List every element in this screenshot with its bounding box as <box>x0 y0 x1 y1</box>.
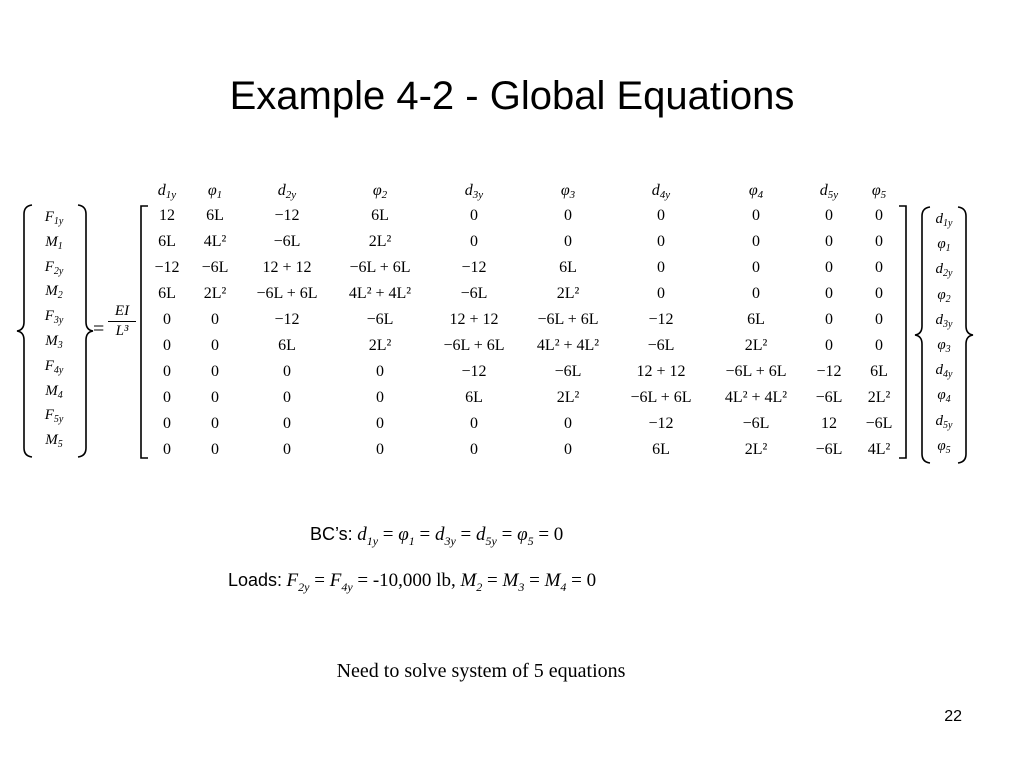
matrix-cell: −6L + 6L <box>630 389 692 406</box>
column-header-symbol: $d_{4y}$ <box>651 182 671 201</box>
force-symbol: $F_{4y}$ <box>44 357 64 376</box>
matrix-cell: 0 <box>470 415 478 432</box>
column-header-symbol: $d_{5y}$ <box>819 182 839 201</box>
loads <box>228 568 596 599</box>
displacement-symbol: $d_{1y}$ <box>935 211 953 229</box>
column-header <box>208 182 222 201</box>
matrix-cell: 2L² <box>556 389 580 406</box>
bc-label: BC’s: <box>310 524 353 544</box>
matrix-cell: 0 <box>376 415 384 432</box>
math-operator: = <box>455 524 477 545</box>
column-header <box>373 182 387 201</box>
matrix-cell: 0 <box>825 311 833 328</box>
displacement-vector-entry <box>937 336 950 359</box>
math-operator: = 0 <box>566 570 597 591</box>
matrix-cell: 2L² <box>867 389 891 406</box>
matrix-cell: 0 <box>657 285 665 302</box>
matrix-cell: −12 <box>816 363 842 380</box>
matrix-cell: 0 <box>163 311 171 328</box>
force-symbol: $M_1$ <box>45 233 63 252</box>
matrix-cell: 4L² + 4L² <box>348 285 412 302</box>
matrix-cell: −6L + 6L <box>443 337 505 354</box>
matrix-cell: 6L <box>747 311 765 328</box>
matrix-cell: 0 <box>163 389 171 406</box>
column-header-symbol: $\varphi_2$ <box>372 182 388 201</box>
math-operator: = <box>414 524 435 545</box>
matrix-cell: 12 <box>159 207 175 224</box>
matrix-cell: −6L + 6L <box>349 259 411 276</box>
displacement-symbol: $d_{4y}$ <box>935 362 953 381</box>
loads-label: Loads: <box>228 570 283 590</box>
matrix-cell: −12 <box>274 207 300 224</box>
force-vector-entry <box>45 233 63 256</box>
matrix-cell: −6L + 6L <box>725 363 787 380</box>
matrix-cell: 0 <box>470 233 478 250</box>
column-header-symbol: $\varphi_4$ <box>748 182 764 201</box>
matrix-cell: 0 <box>875 259 883 276</box>
matrix-cell: 0 <box>376 363 384 380</box>
matrix-cell: 6L <box>158 285 176 302</box>
equals-sign: = <box>93 318 105 340</box>
matrix-cell: 0 <box>657 207 665 224</box>
displacement-symbol: $\varphi_5$ <box>937 437 951 456</box>
matrix-cell: −6L + 6L <box>256 285 318 302</box>
column-header <box>820 182 838 201</box>
force-vector-entry <box>45 406 64 429</box>
force-vector-entry <box>45 258 64 281</box>
column-header-symbol: $\varphi_3$ <box>560 182 576 201</box>
matrix-cell: 6L <box>371 207 389 224</box>
displacement-symbol: $\varphi_2$ <box>937 286 951 305</box>
matrix-cell: 0 <box>657 259 665 276</box>
matrix-cell: 0 <box>211 415 219 432</box>
matrix-cell: 0 <box>564 441 572 458</box>
math-symbol: $d_{1y}$ <box>357 524 379 548</box>
column-header <box>465 182 483 201</box>
matrix-cell: −12 <box>648 415 674 432</box>
matrix-cell: 0 <box>564 207 572 224</box>
displacement-vector-entry <box>937 286 950 309</box>
matrix-cell: 0 <box>163 415 171 432</box>
force-symbol: $M_5$ <box>45 432 63 451</box>
force-symbol: $M_4$ <box>45 382 63 401</box>
matrix-cell: 0 <box>163 363 171 380</box>
loads-expression <box>286 570 597 594</box>
matrix-cell: 0 <box>875 285 883 302</box>
matrix-cell: −12 <box>461 363 487 380</box>
matrix-cell: 4L² + 4L² <box>536 337 600 354</box>
matrix-cell: −12 <box>461 259 487 276</box>
matrix-cell: 6L <box>870 363 888 380</box>
force-vector-entry <box>45 208 64 231</box>
displacement-symbol: $\varphi_4$ <box>937 387 951 406</box>
slide-title: Example 4-2 - Global Equations <box>229 74 795 118</box>
math-symbol: $M_4$ <box>544 570 567 594</box>
force-vector-right-brace <box>78 205 93 457</box>
math-symbol: $d_{5y}$ <box>476 524 497 548</box>
column-header <box>278 182 296 201</box>
math-operator: = <box>482 570 503 591</box>
math-operator: = 0 <box>533 524 564 545</box>
matrix-cell: −6L <box>554 363 582 380</box>
force-vector-left-brace <box>17 205 32 457</box>
math-operator: = <box>496 524 518 545</box>
matrix-cell: 4L² <box>203 233 227 250</box>
math-operator: = <box>524 570 545 591</box>
matrix-cell: 2L² <box>556 285 580 302</box>
matrix-cell: 0 <box>470 441 478 458</box>
matrix-cell: 0 <box>875 233 883 250</box>
matrix-cell: 0 <box>283 441 291 458</box>
displacement-symbol: $\varphi_3$ <box>937 337 951 355</box>
matrix-cell: 0 <box>376 389 384 406</box>
matrix-cell: 0 <box>211 311 219 328</box>
matrix-cell: 0 <box>825 337 833 354</box>
matrix-cell: −6L + 6L <box>537 311 599 328</box>
matrix-cell: 0 <box>825 285 833 302</box>
matrix-cell: −6L <box>647 337 675 354</box>
matrix-cell: 0 <box>163 337 171 354</box>
matrix-cell: 2L² <box>203 285 227 302</box>
displacement-symbol: $\varphi_1$ <box>937 236 951 255</box>
force-vector-entry <box>45 332 63 355</box>
displacement-vector-right-brace <box>958 207 973 463</box>
matrix-cell: 6L <box>465 389 483 406</box>
matrix-left-bracket <box>141 206 148 458</box>
matrix-cell: −6L <box>815 389 843 406</box>
math-operator: = <box>309 570 330 591</box>
column-header-symbol: $\varphi_5$ <box>871 182 887 201</box>
column-header-symbol: $d_{1y}$ <box>157 182 177 201</box>
matrix-cell: 0 <box>564 415 572 432</box>
column-header-symbol: $d_{3y}$ <box>464 182 484 201</box>
matrix-cell: 0 <box>211 389 219 406</box>
displacement-symbol: $d_{2y}$ <box>935 261 953 280</box>
matrix-cell: −6L <box>273 233 301 250</box>
matrix-cell: 12 + 12 <box>636 363 686 380</box>
math-symbol: $\varphi_5$ <box>517 524 534 548</box>
matrix-cell: 6L <box>559 259 577 276</box>
matrix-cell: −6L <box>865 415 893 432</box>
note-text: Need to solve system of 5 equations <box>336 660 626 682</box>
matrix-cell: 2L² <box>744 441 768 458</box>
matrix-cell: 0 <box>752 285 760 302</box>
displacement-vector-entry <box>936 311 953 334</box>
displacement-vector-entry <box>936 210 953 233</box>
force-symbol: $F_{3y}$ <box>44 308 64 327</box>
math-symbol: $d_{3y}$ <box>434 524 456 548</box>
matrix-cell: 0 <box>211 363 219 380</box>
matrix-cell: 6L <box>206 207 224 224</box>
column-header <box>561 182 575 201</box>
boundary-conditions <box>310 522 563 553</box>
matrix-cell: −6L <box>201 259 229 276</box>
factor-numerator: EI <box>108 302 136 322</box>
matrix-cell: −6L <box>742 415 770 432</box>
displacement-vector-entry <box>937 235 950 258</box>
matrix-cell: 0 <box>752 207 760 224</box>
displacement-vector-left-brace <box>915 207 930 463</box>
matrix-cell: 0 <box>376 441 384 458</box>
matrix-cell: 0 <box>875 337 883 354</box>
displacement-vector-entry <box>936 412 953 435</box>
matrix-cell: 0 <box>211 337 219 354</box>
force-vector-entry <box>45 282 63 305</box>
column-header-symbol: $\varphi_1$ <box>207 182 223 201</box>
matrix-cell: 0 <box>752 233 760 250</box>
matrix-cell: 6L <box>158 233 176 250</box>
math-operator: = <box>378 524 399 545</box>
matrix-cell: 0 <box>283 363 291 380</box>
matrix-cell: 2L² <box>368 233 392 250</box>
matrix-cell: 0 <box>825 207 833 224</box>
force-symbol: $F_{2y}$ <box>44 258 64 277</box>
displacement-vector-entry <box>936 361 953 384</box>
force-vector-entry <box>45 307 64 330</box>
math-symbol: $M_3$ <box>502 570 525 594</box>
matrix-cell: 0 <box>283 389 291 406</box>
matrix-cell: −12 <box>274 311 300 328</box>
matrix-cell: 2L² <box>368 337 392 354</box>
displacement-vector-entry <box>937 437 950 460</box>
math-symbol: $F_{2y}$ <box>286 570 310 594</box>
matrix-cell: 0 <box>825 233 833 250</box>
displacement-symbol: $d_{5y}$ <box>935 412 953 431</box>
force-symbol: $M_2$ <box>45 283 63 302</box>
bc-expression <box>357 524 564 548</box>
matrix-cell: 0 <box>211 441 219 458</box>
matrix-cell: 0 <box>875 311 883 328</box>
matrix-cell: 0 <box>657 233 665 250</box>
displacement-vector-entry <box>936 260 953 283</box>
matrix-cell: 0 <box>163 441 171 458</box>
force-vector-entry <box>45 431 63 454</box>
matrix-cell: 12 + 12 <box>449 311 499 328</box>
column-header <box>872 182 886 201</box>
matrix-cell: 4L² <box>867 441 891 458</box>
column-header <box>749 182 763 201</box>
matrix-cell: −6L <box>460 285 488 302</box>
stiffness-factor <box>108 302 136 340</box>
force-vector-entry <box>45 382 63 405</box>
matrix-cell: 6L <box>652 441 670 458</box>
displacement-symbol: $d_{3y}$ <box>935 311 953 330</box>
matrix-cell: 0 <box>752 259 760 276</box>
column-header <box>158 182 176 201</box>
matrix-cell: 0 <box>875 207 883 224</box>
matrix-cell: 6L <box>278 337 296 354</box>
force-symbol: $F_{1y}$ <box>44 209 64 227</box>
matrix-cell: 0 <box>564 233 572 250</box>
matrix-cell: −12 <box>648 311 674 328</box>
matrix-cell: −6L <box>366 311 394 328</box>
math-symbol: $\varphi_1$ <box>398 524 415 548</box>
displacement-vector-entry <box>937 386 950 409</box>
matrix-cell: 2L² <box>744 337 768 354</box>
matrix-right-bracket <box>899 206 906 458</box>
force-vector-entry <box>45 357 64 380</box>
math-symbol: $M_2$ <box>460 570 483 594</box>
force-symbol: $F_{5y}$ <box>44 407 64 426</box>
matrix-cell: 12 <box>821 415 837 432</box>
column-header-symbol: $d_{2y}$ <box>277 182 297 201</box>
force-symbol: $M_3$ <box>45 333 63 351</box>
math-operator: = -10,000 lb, <box>352 570 461 591</box>
matrix-cell: 0 <box>825 259 833 276</box>
matrix-cell: 0 <box>283 415 291 432</box>
math-symbol: $F_{4y}$ <box>329 570 353 594</box>
matrix-cell: −6L <box>815 441 843 458</box>
matrix-cell: 0 <box>470 207 478 224</box>
matrix-cell: 4L² + 4L² <box>724 389 788 406</box>
column-header <box>652 182 670 201</box>
factor-denominator: L³ <box>115 323 129 339</box>
matrix-cell: 12 + 12 <box>262 259 312 276</box>
page-number: 22 <box>944 708 962 725</box>
matrix-cell: −12 <box>154 259 180 276</box>
